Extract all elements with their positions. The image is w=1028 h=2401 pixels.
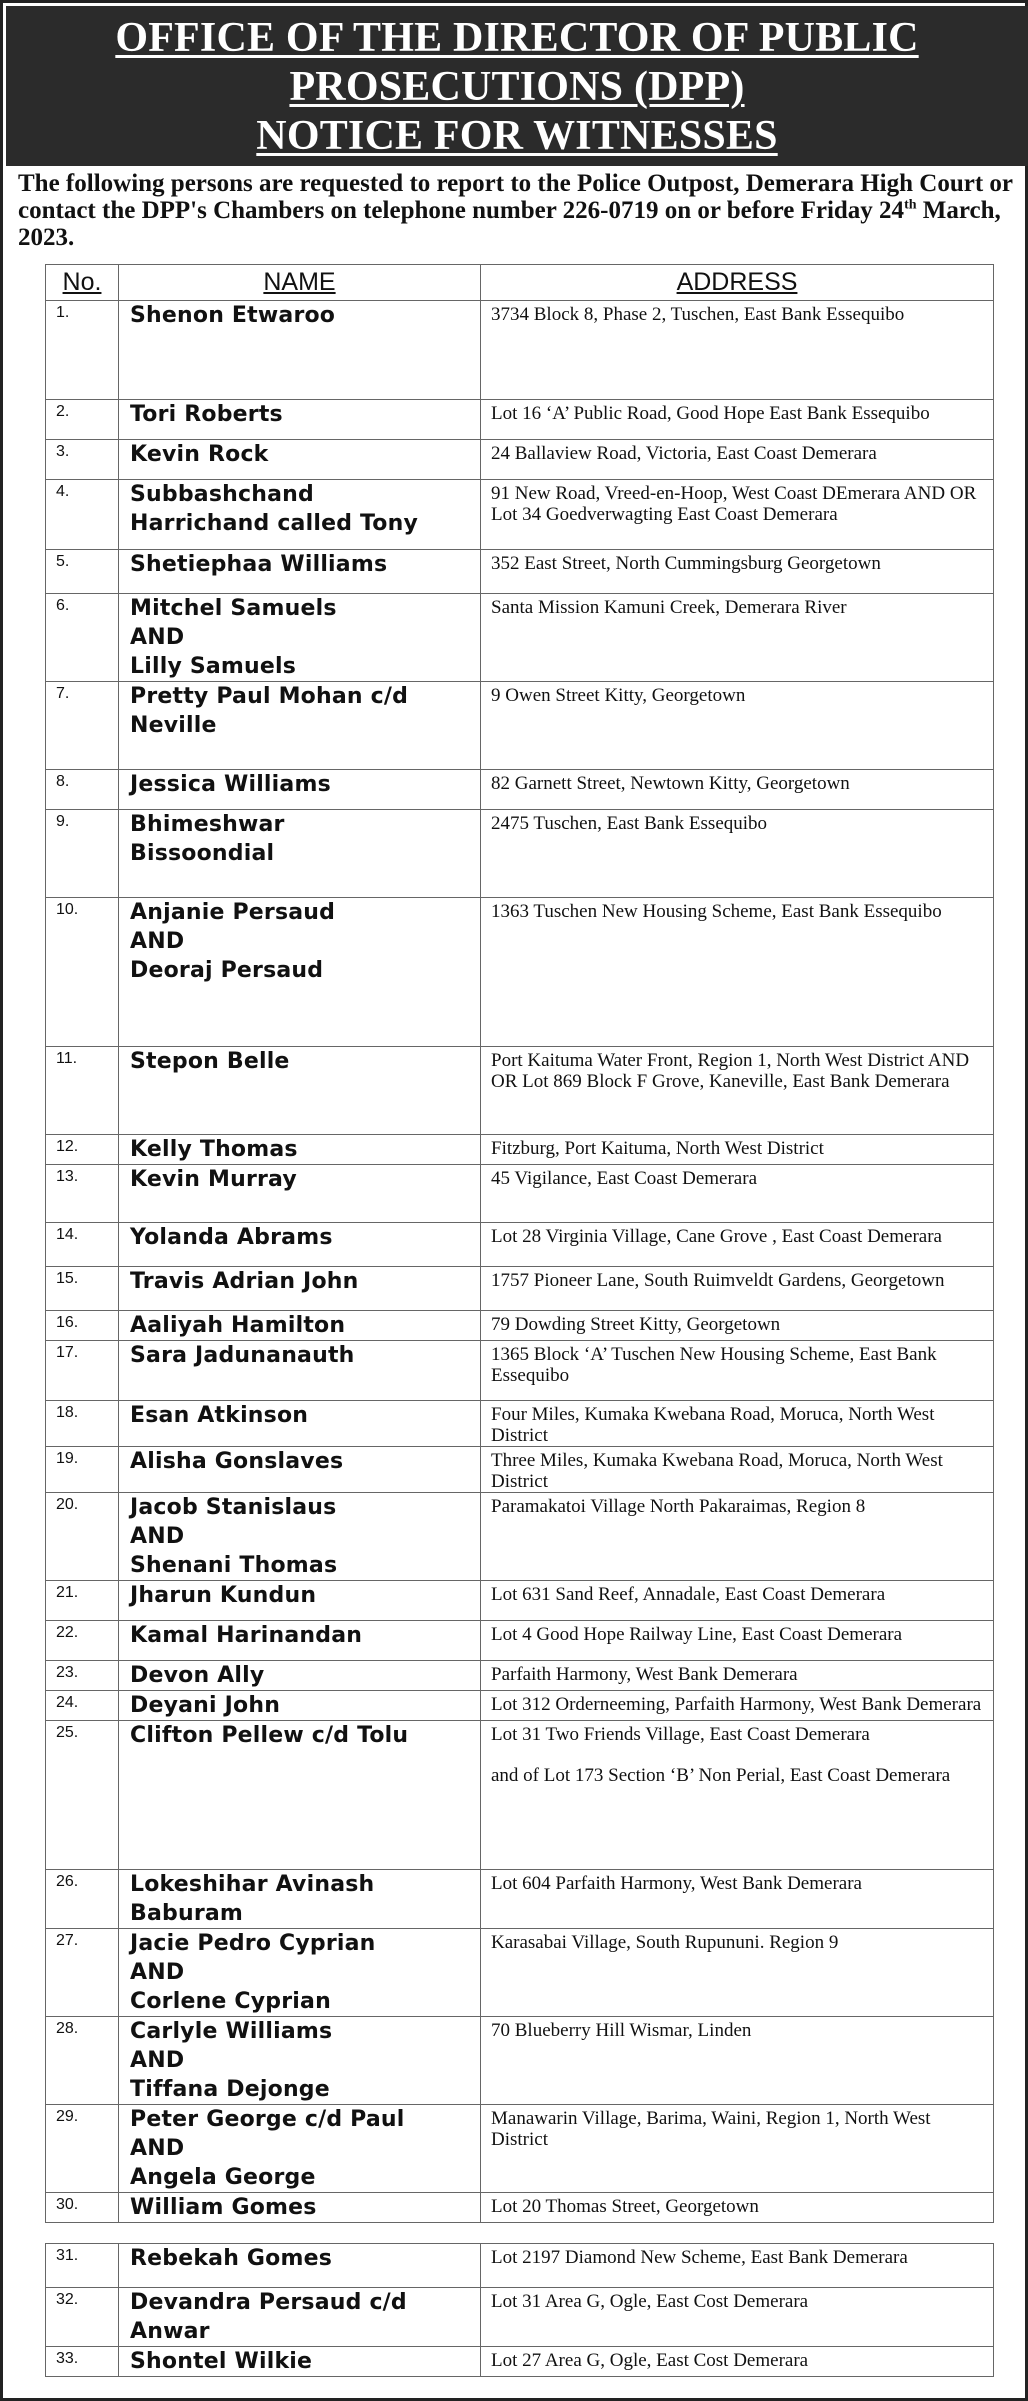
table-row <box>46 1223 994 1267</box>
witness-name <box>119 2244 481 2288</box>
witness-name-line: Peter George c/d Paul <box>130 2107 405 2132</box>
witness-name <box>119 1493 481 1581</box>
witness-address <box>481 2017 994 2105</box>
table-row <box>46 1341 994 1401</box>
table-row <box>46 1691 994 1721</box>
witness-address <box>481 1691 994 1721</box>
row-number: 20. <box>46 1493 119 1581</box>
witness-name-line: Jacie Pedro Cyprian <box>130 1931 376 1956</box>
witness-address <box>481 594 994 682</box>
header-line-1: OFFICE OF THE DIRECTOR OF PUBLIC <box>115 15 919 61</box>
row-number: 9. <box>46 810 119 898</box>
table-row <box>46 1870 994 1929</box>
witness-name-line: Baburam <box>130 1901 244 1926</box>
table-row <box>46 682 994 770</box>
witness-address <box>481 1401 994 1447</box>
witness-name-line: Tori Roberts <box>130 402 283 427</box>
witness-address-line: 352 East Street, North Cummingsburg Georgetown <box>491 553 881 574</box>
row-number: 30. <box>46 2193 119 2223</box>
witness-name <box>119 2105 481 2193</box>
witness-table <box>45 264 994 2223</box>
row-number: 24. <box>46 1691 119 1721</box>
witness-name-line: AND <box>130 625 185 650</box>
witness-name-line: Kevin Rock <box>130 442 269 467</box>
witness-name-line: AND <box>130 2136 185 2161</box>
witness-address-line: 45 Vigilance, East Coast Demerara <box>491 1168 757 1189</box>
row-number: 31. <box>46 2244 119 2288</box>
witness-address <box>481 682 994 770</box>
witness-name-line: Jacob Stanislaus <box>130 1495 337 1520</box>
witness-address-line: 82 Garnett Street, Newtown Kitty, Georgetown <box>491 773 850 794</box>
witness-address-line: and of Lot 173 Section ‘B’ Non Perial, East Coast Demerara <box>491 1765 951 1786</box>
witness-address <box>481 1870 994 1929</box>
witness-name-line: Carlyle Williams <box>130 2019 333 2044</box>
table-row <box>46 480 994 550</box>
witness-address-line: Lot 4 Good Hope Railway Line, East Coast Demerara <box>491 1624 903 1645</box>
witness-address-line: Port Kaituma Water Front, Region 1, North West District AND OR Lot 869 Block F Grove, Kaneville, East Bank Demerara <box>491 1050 970 1092</box>
witness-address-line: Three Miles, Kumaka Kwebana Road, Moruca, North West District <box>491 1450 943 1492</box>
row-number: 4. <box>46 480 119 550</box>
row-number: 32. <box>46 2288 119 2347</box>
witness-address-line: Four Miles, Kumaka Kwebana Road, Moruca, North West District <box>491 1404 935 1446</box>
witness-name <box>119 2193 481 2223</box>
witness-name-line: Kevin Murray <box>130 1167 297 1192</box>
witness-name-line: Bissoondial <box>130 841 275 866</box>
row-number: 14. <box>46 1223 119 1267</box>
table-row <box>46 1493 994 1581</box>
witness-name <box>119 1691 481 1721</box>
witness-address-line: 24 Ballaview Road, Victoria, East Coast Demerara <box>491 443 877 464</box>
row-number: 22. <box>46 1621 119 1661</box>
witness-name <box>119 1870 481 1929</box>
table-row <box>46 400 994 440</box>
row-number: 15. <box>46 1267 119 1311</box>
witness-name-line: Tiffana Dejonge <box>130 2077 330 2102</box>
table-row <box>46 2347 994 2377</box>
witness-name-line: Bhimeshwar <box>130 812 285 837</box>
witness-address <box>481 1165 994 1223</box>
witness-address-line: Lot 604 Parfaith Harmony, West Bank Demerara <box>491 1873 862 1894</box>
witness-address-line: 1757 Pioneer Lane, South Ruimveldt Gardens, Georgetown <box>491 1270 945 1291</box>
witness-address <box>481 1447 994 1493</box>
witness-address <box>481 2347 994 2377</box>
table-row <box>46 1621 994 1661</box>
witness-name-line: Shenon Etwaroo <box>130 303 336 328</box>
row-number: 11. <box>46 1047 119 1135</box>
witness-name-line: Clifton Pellew c/d Tolu <box>130 1723 409 1748</box>
witness-address <box>481 1311 994 1341</box>
table-row <box>46 2244 994 2288</box>
table-row <box>46 2288 994 2347</box>
row-number: 5. <box>46 550 119 594</box>
witness-name-line: Harrichand called Tony <box>130 511 419 536</box>
witness-name <box>119 1929 481 2017</box>
witness-name-line: Rebekah Gomes <box>130 2246 333 2271</box>
witness-name-line: Jessica Williams <box>130 772 331 797</box>
notice-header <box>6 6 1028 166</box>
witness-address <box>481 1929 994 2017</box>
witness-name <box>119 770 481 810</box>
table-row <box>46 1165 994 1223</box>
witness-name <box>119 301 481 400</box>
row-number: 7. <box>46 682 119 770</box>
table-row <box>46 301 994 400</box>
witness-name-line: Sara Jadunanauth <box>130 1343 355 1368</box>
witness-name-line: Angela George <box>130 2165 316 2190</box>
row-number: 28. <box>46 2017 119 2105</box>
row-number: 2. <box>46 400 119 440</box>
witness-address-line: Parfaith Harmony, West Bank Demerara <box>491 1664 798 1685</box>
intro-paragraph <box>18 170 1018 251</box>
witness-name-line: Anjanie Persaud <box>130 900 336 925</box>
table-row <box>46 810 994 898</box>
witness-address <box>481 1581 994 1621</box>
row-number: 18. <box>46 1401 119 1447</box>
witness-name-line: Stepon Belle <box>130 1049 290 1074</box>
witness-name-line: Devon Ally <box>130 1663 265 1688</box>
witness-address-line: Lot 2197 Diamond New Scheme, East Bank Demerara <box>491 2247 908 2268</box>
witness-address-line: 91 New Road, Vreed-en-Hoop, West Coast DEmerara AND OR Lot 34 Goedverwagting East Coast Demerara <box>491 483 977 525</box>
witness-address <box>481 898 994 1047</box>
table-row <box>46 2017 994 2105</box>
row-number: 29. <box>46 2105 119 2193</box>
witness-name-line: Lilly Samuels <box>130 654 297 679</box>
witness-name-line: Pretty Paul Mohan c/d <box>130 684 409 709</box>
row-number: 27. <box>46 1929 119 2017</box>
table-row <box>46 1311 994 1341</box>
table-row <box>46 1447 994 1493</box>
witness-address <box>481 2288 994 2347</box>
row-number: 17. <box>46 1341 119 1401</box>
witness-address <box>481 770 994 810</box>
witness-name <box>119 2288 481 2347</box>
witness-name <box>119 898 481 1047</box>
table-row <box>46 1929 994 2017</box>
witness-name-line: Jharun Kundun <box>130 1583 317 1608</box>
witness-name-line: AND <box>130 2048 185 2073</box>
intro-superscript: th <box>904 197 917 213</box>
witness-name <box>119 440 481 480</box>
table-row <box>46 1267 994 1311</box>
witness-name-line: Kelly Thomas <box>130 1137 298 1162</box>
table-row <box>46 440 994 480</box>
witness-address <box>481 1341 994 1401</box>
witness-name-line: AND <box>130 1524 185 1549</box>
witness-address-line: 2475 Tuschen, East Bank Essequibo <box>491 813 768 834</box>
witness-address <box>481 1223 994 1267</box>
table-row <box>46 2193 994 2223</box>
witness-address-line: 1365 Block ‘A’ Tuschen New Housing Scheme, East Bank Essequibo <box>491 1344 937 1386</box>
table-row <box>46 1661 994 1691</box>
witness-name <box>119 1267 481 1311</box>
witness-name <box>119 400 481 440</box>
witness-address-line: Santa Mission Kamuni Creek, Demerara River <box>491 597 847 618</box>
witness-name-line: Shenani Thomas <box>130 1553 338 1578</box>
table-row <box>46 2105 994 2193</box>
witness-name <box>119 1223 481 1267</box>
witness-name-line: Deyani John <box>130 1693 281 1718</box>
witness-address-line: Lot 28 Virginia Village, Cane Grove , East Coast Demerara <box>491 1226 942 1247</box>
witness-address-line: Lot 631 Sand Reef, Annadale, East Coast Demerara <box>491 1584 886 1605</box>
witness-address <box>481 480 994 550</box>
witness-name-line: Devandra Persaud c/d <box>130 2290 407 2315</box>
witness-address-line: 9 Owen Street Kitty, Georgetown <box>491 685 746 706</box>
row-number: 25. <box>46 1721 119 1870</box>
witness-name <box>119 1401 481 1447</box>
witness-name-line: Neville <box>130 713 217 738</box>
witness-address-line: Fitzburg, Port Kaituma, North West District <box>491 1138 824 1159</box>
witness-name-line: Yolanda Abrams <box>130 1225 333 1250</box>
witness-name-line: Aaliyah Hamilton <box>130 1313 346 1338</box>
row-number: 16. <box>46 1311 119 1341</box>
witness-name <box>119 1661 481 1691</box>
witness-name-line: Subbashchand <box>130 482 314 507</box>
witness-name <box>119 810 481 898</box>
witness-address-line: 3734 Block 8, Phase 2, Tuschen, East Bank Essequibo <box>491 304 905 325</box>
row-number: 12. <box>46 1135 119 1165</box>
witness-address <box>481 400 994 440</box>
witness-name-line: AND <box>130 1960 185 1985</box>
table-row <box>46 1721 994 1870</box>
table-row <box>46 898 994 1047</box>
witness-name <box>119 2347 481 2377</box>
row-number: 1. <box>46 301 119 400</box>
row-number: 3. <box>46 440 119 480</box>
witness-address <box>481 1661 994 1691</box>
witness-address-line: 70 Blueberry Hill Wismar, Linden <box>491 2020 752 2041</box>
header-line-3: NOTICE FOR WITNESSES <box>256 113 778 159</box>
witness-name <box>119 1047 481 1135</box>
witness-name-line: Esan Atkinson <box>130 1403 309 1428</box>
witness-table-continued <box>45 2243 994 2377</box>
witness-address-line: Lot 27 Area G, Ogle, East Cost Demerara <box>491 2350 809 2371</box>
witness-name <box>119 1135 481 1165</box>
column-header-address: ADDRESS <box>481 265 994 301</box>
table-row <box>46 1047 994 1135</box>
intro-text-end: March, 2023. <box>18 197 1001 251</box>
intro-text: The following persons are requested to report to the Police Outpost, Demerara High Court or contact the DPP's Chambers on telephone number 226-0719 on or before Friday 24 <box>18 170 1013 224</box>
row-number: 13. <box>46 1165 119 1223</box>
witness-name-line: Shetiephaa Williams <box>130 552 388 577</box>
witness-address-line: Lot 20 Thomas Street, Georgetown <box>491 2196 759 2217</box>
witness-address <box>481 301 994 400</box>
witness-address-line: Lot 31 Two Friends Village, East Coast Demerara <box>491 1724 870 1745</box>
witness-name-line: Anwar <box>130 2319 210 2344</box>
witness-name <box>119 1581 481 1621</box>
table-row <box>46 594 994 682</box>
row-number: 10. <box>46 898 119 1047</box>
row-number: 33. <box>46 2347 119 2377</box>
witness-address-line: Lot 16 ‘A’ Public Road, Good Hope East Bank Essequibo <box>491 403 930 424</box>
witness-name <box>119 682 481 770</box>
witness-name <box>119 480 481 550</box>
table-row <box>46 1581 994 1621</box>
witness-name <box>119 1165 481 1223</box>
witness-address-line: 1363 Tuschen New Housing Scheme, East Bank Essequibo <box>491 901 942 922</box>
witness-address <box>481 2105 994 2193</box>
table-row <box>46 1401 994 1447</box>
witness-address <box>481 550 994 594</box>
witness-address-line: Karasabai Village, South Rupununi. Region 9 <box>491 1932 839 1953</box>
witness-address <box>481 2193 994 2223</box>
row-number: 21. <box>46 1581 119 1621</box>
witness-name-line: Corlene Cyprian <box>130 1989 331 2014</box>
witness-address <box>481 1267 994 1311</box>
table-row <box>46 1135 994 1165</box>
witness-name-line: Travis Adrian John <box>130 1269 359 1294</box>
row-number: 6. <box>46 594 119 682</box>
header-line-2: PROSECUTIONS (DPP) <box>289 64 745 110</box>
witness-name <box>119 2017 481 2105</box>
table-header-row <box>46 265 994 301</box>
row-number: 23. <box>46 1661 119 1691</box>
witness-name-line: Deoraj Persaud <box>130 958 324 983</box>
witness-address <box>481 2244 994 2288</box>
witness-address <box>481 1135 994 1165</box>
witness-address-line: Paramakatoi Village North Pakaraimas, Region 8 <box>491 1496 866 1517</box>
witness-name <box>119 1447 481 1493</box>
witness-name <box>119 1621 481 1661</box>
witness-address <box>481 1621 994 1661</box>
witness-address-line: Lot 312 Orderneeming, Parfaith Harmony, West Bank Demerara <box>491 1694 982 1715</box>
witness-name-line: William Gomes <box>130 2195 317 2220</box>
witness-address <box>481 440 994 480</box>
witness-name <box>119 1311 481 1341</box>
witness-name <box>119 1721 481 1870</box>
table-row <box>46 770 994 810</box>
witness-name <box>119 550 481 594</box>
row-number: 26. <box>46 1870 119 1929</box>
witness-name-line: Shontel Wilkie <box>130 2349 313 2374</box>
table-row <box>46 550 994 594</box>
row-number: 19. <box>46 1447 119 1493</box>
witness-address-line: 79 Dowding Street Kitty, Georgetown <box>491 1314 781 1335</box>
column-header-name: NAME <box>119 265 481 301</box>
witness-address-line: Lot 31 Area G, Ogle, East Cost Demerara <box>491 2291 809 2312</box>
witness-name-line: Mitchel Samuels <box>130 596 337 621</box>
row-number: 8. <box>46 770 119 810</box>
witness-name <box>119 594 481 682</box>
witness-name-line: Alisha Gonslaves <box>130 1449 344 1474</box>
witness-address <box>481 1721 994 1870</box>
witness-name-line: AND <box>130 929 185 954</box>
witness-name-line: Kamal Harinandan <box>130 1623 363 1648</box>
witness-address <box>481 810 994 898</box>
witness-name <box>119 1341 481 1401</box>
witness-address-line: Manawarin Village, Barima, Waini, Region 1, North West District <box>491 2108 931 2150</box>
witness-address <box>481 1047 994 1135</box>
witness-address <box>481 1493 994 1581</box>
witness-name-line: Lokeshihar Avinash <box>130 1872 375 1897</box>
column-header-no: No. <box>46 265 119 301</box>
